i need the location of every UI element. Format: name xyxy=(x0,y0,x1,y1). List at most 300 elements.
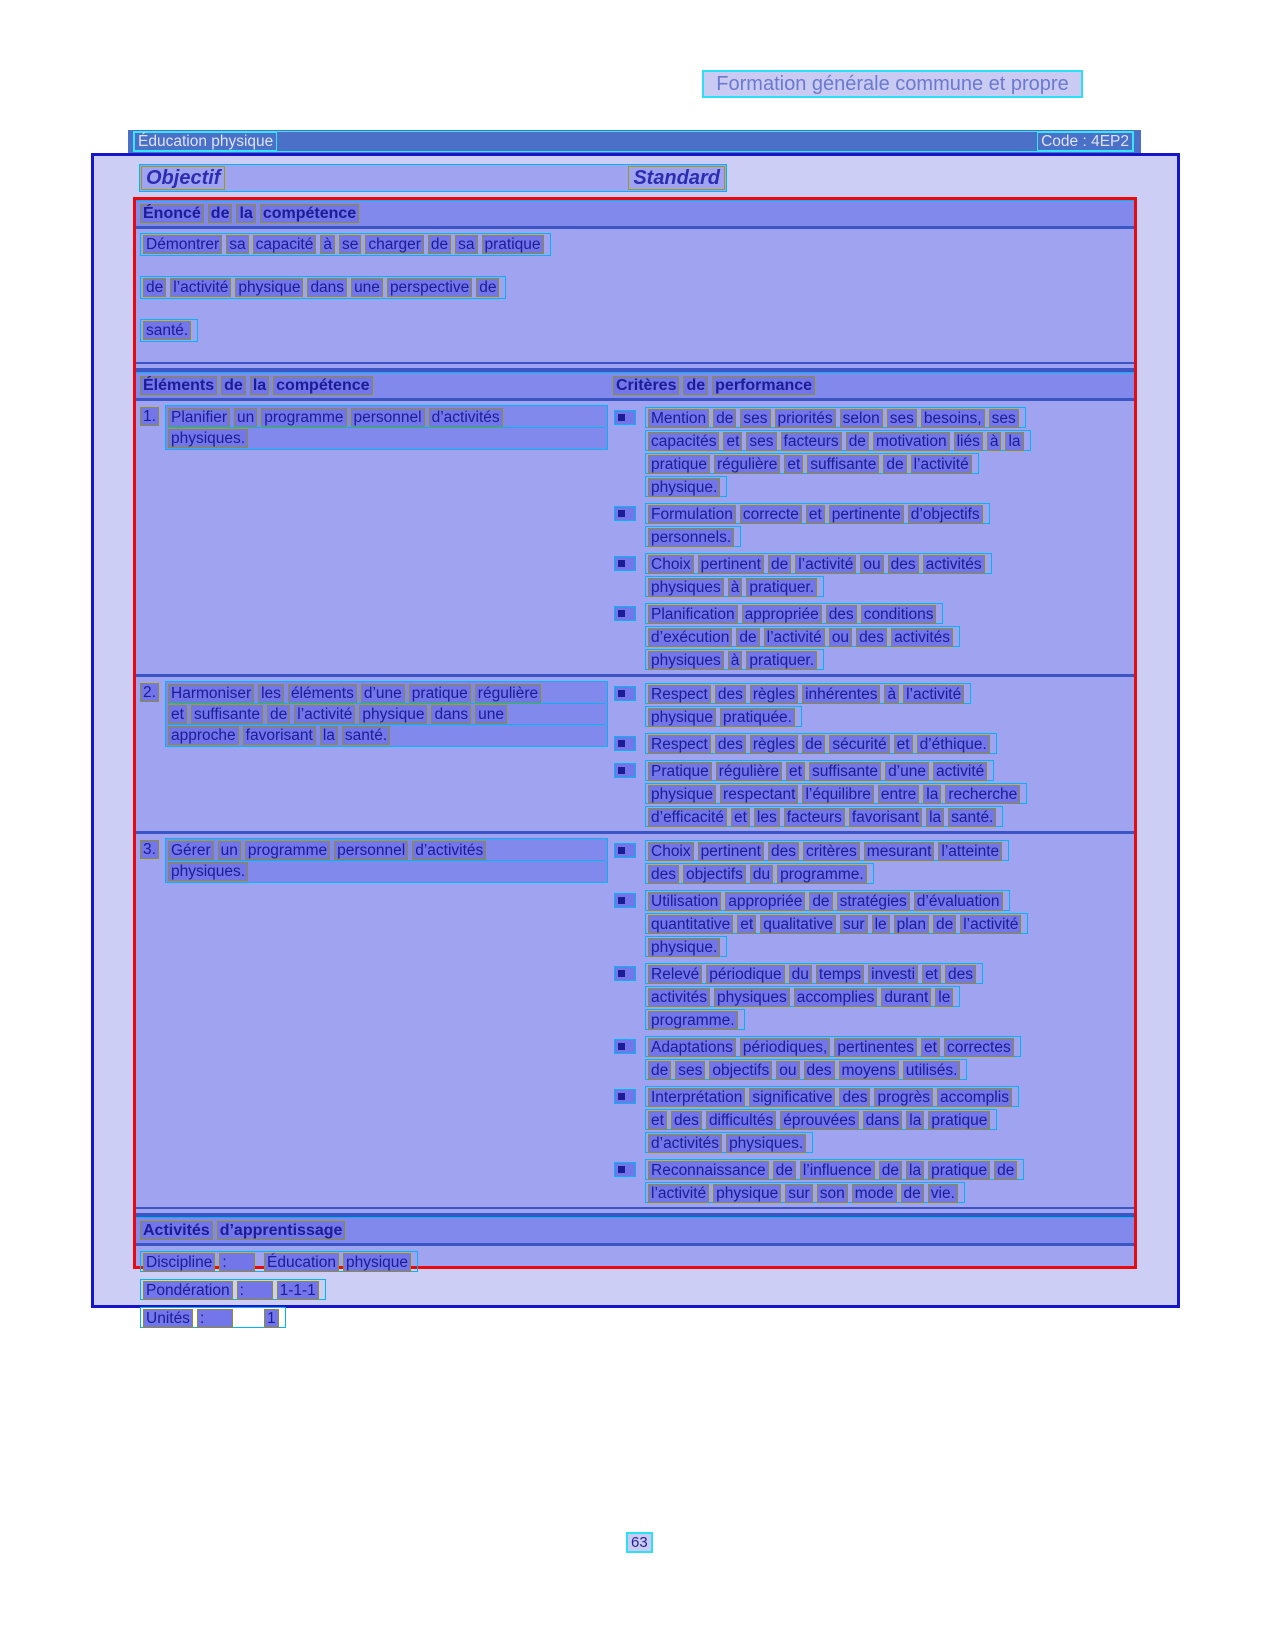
text-line xyxy=(140,1307,286,1328)
bullet-icon xyxy=(614,1162,636,1177)
ocr-word: de xyxy=(736,628,759,647)
competence-table xyxy=(136,401,1134,1207)
ocr-word: sa xyxy=(226,235,248,254)
course-sheet-frame xyxy=(91,153,1180,1327)
bullet-icon xyxy=(614,843,636,858)
ocr-word: ses xyxy=(740,409,770,428)
learning-activities-fields xyxy=(136,1246,1134,1330)
ocr-word: la xyxy=(906,1111,924,1130)
ocr-word: à xyxy=(987,432,1002,451)
criterion-text xyxy=(645,890,1028,959)
ocr-word: ses xyxy=(675,1061,705,1080)
competence-statement xyxy=(136,229,1134,362)
ocr-word: des xyxy=(945,965,976,984)
ocr-word: ou xyxy=(776,1061,799,1080)
criterion xyxy=(614,407,1134,499)
ocr-word: la xyxy=(250,376,269,395)
ocr-word: le xyxy=(935,988,953,1007)
ocr-word: d’activités xyxy=(412,841,486,860)
field-value xyxy=(264,1253,415,1270)
ocr-word: pratiquer. xyxy=(746,578,817,597)
text-line xyxy=(168,407,605,428)
element-cell xyxy=(136,681,614,829)
criterion xyxy=(614,733,1134,756)
ocr-word: se xyxy=(339,235,361,254)
ocr-word: de xyxy=(809,892,832,911)
ocr-word: d’efficacité xyxy=(648,808,727,827)
ocr-word: de xyxy=(648,1061,671,1080)
ocr-word: physique xyxy=(343,1253,411,1272)
field-row xyxy=(140,1251,1134,1274)
text-line xyxy=(645,476,727,497)
ocr-word: motivation xyxy=(873,432,950,451)
ocr-word: conditions xyxy=(861,605,937,624)
ocr-word: le xyxy=(872,915,890,934)
ocr-word: dans xyxy=(307,278,347,297)
ocr-word: 1 xyxy=(264,1309,279,1328)
ocr-word: sa xyxy=(455,235,477,254)
field-label xyxy=(143,1253,264,1272)
ocr-word: stratégies xyxy=(837,892,910,911)
ocr-word: facteurs xyxy=(781,432,842,451)
objectif-label: Objectif xyxy=(141,166,225,190)
criterion xyxy=(614,683,1134,729)
ocr-word: objectifs xyxy=(709,1061,772,1080)
criterion xyxy=(614,553,1134,599)
ocr-word: l’activité xyxy=(903,685,964,704)
text-line xyxy=(168,704,605,725)
ocr-word: selon xyxy=(840,409,883,428)
ocr-word: ou xyxy=(860,555,883,574)
ocr-word: la xyxy=(320,726,338,745)
element-cell xyxy=(136,838,614,1205)
text-line xyxy=(645,526,741,547)
ocr-word: d’apprentissage xyxy=(217,1221,346,1240)
ocr-word: santé. xyxy=(948,808,996,827)
ocr-word: les xyxy=(754,808,780,827)
field-separator: : xyxy=(237,1281,273,1300)
text-line xyxy=(645,1009,745,1030)
ocr-word: de xyxy=(713,409,736,428)
ocr-word: Choix xyxy=(648,555,694,574)
criterion-text xyxy=(645,963,983,1032)
ocr-word: sécurité xyxy=(829,735,889,754)
ocr-word: physique. xyxy=(648,938,720,957)
ocr-word: dans xyxy=(431,705,471,724)
ocr-word: l’activité xyxy=(294,705,355,724)
ocr-word: significative xyxy=(749,1088,835,1107)
ocr-word: compétence xyxy=(273,376,372,395)
ocr-word: Choix xyxy=(648,842,694,861)
ocr-word: l’activité xyxy=(960,915,1021,934)
ocr-word: de xyxy=(143,278,166,297)
ocr-word: et xyxy=(786,762,805,781)
criteria-cell xyxy=(614,681,1134,829)
ocr-word: Éléments xyxy=(140,376,217,395)
ocr-word: performance xyxy=(712,376,815,395)
text-line xyxy=(645,576,824,597)
standard-label: Standard xyxy=(628,166,725,190)
ocr-word: priorités xyxy=(775,409,836,428)
bullet-icon xyxy=(614,686,636,701)
ocr-word: charger xyxy=(365,235,424,254)
ocr-word: l’activité xyxy=(795,555,856,574)
ocr-word: à xyxy=(320,235,335,254)
ocr-word: Planification xyxy=(648,605,738,624)
bullet-icon xyxy=(614,556,636,571)
ocr-word: des xyxy=(768,842,799,861)
text-line xyxy=(140,276,506,299)
element-number: 3. xyxy=(140,840,159,859)
field-separator: : xyxy=(219,1253,255,1272)
ocr-word: correcte xyxy=(740,505,802,524)
ocr-word: capacités xyxy=(648,432,719,451)
ocr-word: personnel xyxy=(334,841,408,860)
ocr-word: inhérentes xyxy=(802,685,880,704)
ocr-word: physiques xyxy=(648,578,724,597)
ocr-word: pratique xyxy=(409,684,471,703)
criterion xyxy=(614,1086,1134,1155)
ocr-word: d’évaluation xyxy=(914,892,1003,911)
ocr-word: suffisante xyxy=(809,762,881,781)
ocr-word: de xyxy=(933,915,956,934)
ocr-word: facteurs xyxy=(784,808,845,827)
bullet-icon xyxy=(614,736,636,751)
ocr-word: programme xyxy=(245,841,330,860)
ocr-word: et xyxy=(921,1038,940,1057)
ocr-word: physique xyxy=(648,785,716,804)
ocr-word: plan xyxy=(894,915,929,934)
ocr-word: et xyxy=(168,705,187,724)
text-line xyxy=(168,861,605,881)
ocr-word: favorisant xyxy=(243,726,316,745)
ocr-word: des xyxy=(804,1061,835,1080)
ocr-word: objectifs xyxy=(683,865,746,884)
ocr-word: santé. xyxy=(342,726,390,745)
ocr-word: de xyxy=(428,235,451,254)
ocr-word: physique. xyxy=(648,478,720,497)
text-line xyxy=(645,806,1003,827)
field-label xyxy=(143,1309,264,1328)
ocr-word: pratique xyxy=(648,455,710,474)
ocr-word: Adaptations xyxy=(648,1038,736,1057)
bullet-icon xyxy=(614,410,636,425)
ocr-word: règles xyxy=(750,735,798,754)
ocr-word: mesurant xyxy=(864,842,935,861)
ocr-word: activités xyxy=(648,988,710,1007)
ocr-word: de xyxy=(802,735,825,754)
element-text-block xyxy=(165,405,608,450)
criterion xyxy=(614,1036,1134,1082)
ocr-word: règles xyxy=(750,685,798,704)
ocr-word: de xyxy=(768,555,791,574)
ocr-word: des xyxy=(856,628,887,647)
ocr-word: Planifier xyxy=(168,408,230,427)
ocr-word: la xyxy=(906,1161,924,1180)
ocr-word: physiques xyxy=(714,988,790,1007)
text-line xyxy=(168,840,605,861)
ocr-word: qualitative xyxy=(760,915,836,934)
ocr-word: physiques. xyxy=(726,1134,806,1153)
ocr-word: l’activité xyxy=(764,628,825,647)
ocr-word: Respect xyxy=(648,685,711,704)
ocr-word: sur xyxy=(840,915,868,934)
text-line xyxy=(140,319,198,342)
ocr-word: temps xyxy=(816,965,864,984)
ocr-word: investi xyxy=(868,965,918,984)
ocr-word: physiques. xyxy=(168,862,248,881)
ocr-word: pertinente xyxy=(829,505,904,524)
ocr-word: pratique xyxy=(928,1111,990,1130)
ocr-word: pratiquée. xyxy=(720,708,795,727)
ocr-word: liés xyxy=(954,432,983,451)
ocr-word: et xyxy=(806,505,825,524)
ocr-word: Relevé xyxy=(648,965,702,984)
ocr-word: correctes xyxy=(944,1038,1014,1057)
ocr-word: éprouvées xyxy=(780,1111,858,1130)
ocr-word: des xyxy=(715,685,746,704)
ocr-word: critères xyxy=(803,842,860,861)
ocr-word: une xyxy=(475,705,507,724)
ocr-word: respectant xyxy=(720,785,798,804)
ocr-word: d’éthique. xyxy=(917,735,990,754)
field-value xyxy=(277,1281,323,1298)
text-line xyxy=(645,760,994,781)
ocr-word: physiques. xyxy=(168,429,248,448)
ocr-word: périodique xyxy=(706,965,784,984)
ocr-word: besoins, xyxy=(921,409,985,428)
ocr-word: Harmoniser xyxy=(168,684,254,703)
section-divider xyxy=(136,1207,1134,1217)
ocr-word: la xyxy=(1005,432,1023,451)
text-line xyxy=(645,1059,967,1080)
text-line xyxy=(645,1109,997,1130)
ocr-word: compétence xyxy=(260,204,359,223)
ocr-word: dans xyxy=(863,1111,903,1130)
ocr-word: difficultés xyxy=(706,1111,776,1130)
ocr-word: et xyxy=(894,735,913,754)
text-line xyxy=(645,430,1031,451)
ocr-word: une xyxy=(351,278,383,297)
ocr-word: Démontrer xyxy=(143,235,222,254)
element-text-block xyxy=(165,681,608,747)
element-cell xyxy=(136,405,614,672)
criterion-text xyxy=(645,1159,1024,1205)
criterion xyxy=(614,890,1134,959)
ocr-word: suffisante xyxy=(191,705,263,724)
ocr-word: Pratique xyxy=(648,762,712,781)
text-line xyxy=(645,1036,1021,1057)
ocr-word: des xyxy=(888,555,919,574)
ocr-word: d’une xyxy=(885,762,929,781)
text-line xyxy=(645,1159,1024,1180)
document-series-title: Formation générale commune et propre xyxy=(702,70,1083,98)
ocr-word: et xyxy=(731,808,750,827)
text-line xyxy=(645,626,960,647)
ocr-word: ou xyxy=(829,628,852,647)
ocr-word: d’une xyxy=(361,684,405,703)
criterion-text xyxy=(645,733,997,756)
ocr-word: des xyxy=(715,735,746,754)
ocr-word: approche xyxy=(168,726,239,745)
ocr-word: de xyxy=(683,376,708,395)
ocr-word: de xyxy=(221,376,246,395)
ocr-word: accomplies xyxy=(794,988,878,1007)
ocr-word: vie. xyxy=(928,1184,958,1203)
enonce-section-header xyxy=(136,200,1134,229)
ocr-word: et xyxy=(922,965,941,984)
ocr-word: ses xyxy=(887,409,917,428)
element-text-block xyxy=(165,838,608,883)
section-divider xyxy=(136,362,1134,372)
text-line xyxy=(645,936,727,957)
criteria-cell xyxy=(614,838,1134,1205)
ocr-word: et xyxy=(648,1111,667,1130)
ocr-word: à xyxy=(728,651,743,670)
text-line xyxy=(645,553,992,574)
ocr-word: régulière xyxy=(716,762,782,781)
page-number: 63 xyxy=(626,1532,653,1553)
ocr-word: activité xyxy=(933,762,987,781)
ocr-word: physique xyxy=(713,1184,781,1203)
ocr-word: et xyxy=(784,455,803,474)
field-row xyxy=(140,1307,1134,1330)
text-line xyxy=(645,890,1010,911)
ocr-word: progrès xyxy=(874,1088,933,1107)
text-line xyxy=(645,683,971,704)
competence-frame xyxy=(133,197,1137,1327)
bullet-icon xyxy=(614,606,636,621)
ocr-word: les xyxy=(258,684,284,703)
ocr-word: régulière xyxy=(714,455,780,474)
ocr-word: des xyxy=(839,1088,870,1107)
criterion-text xyxy=(645,1036,1021,1082)
criterion-text xyxy=(645,407,1031,499)
objectif-standard-row xyxy=(139,164,727,192)
ocr-word: personnels. xyxy=(648,528,734,547)
ocr-word: ses xyxy=(746,432,776,451)
ocr-word: durant xyxy=(881,988,931,1007)
ocr-word: suffisante xyxy=(807,455,879,474)
text-line xyxy=(168,725,605,745)
ocr-word: Interprétation xyxy=(648,1088,745,1107)
ocr-word: pertinentes xyxy=(834,1038,917,1057)
ocr-word: appropriée xyxy=(742,605,822,624)
criterion-text xyxy=(645,840,1009,886)
criterion xyxy=(614,603,1134,672)
field-value xyxy=(264,1309,283,1326)
ocr-word: de xyxy=(267,705,290,724)
ocr-word: la xyxy=(923,785,941,804)
ocr-word: éléments xyxy=(288,684,357,703)
ocr-word: Utilisation xyxy=(648,892,721,911)
ocr-word: périodiques, xyxy=(740,1038,830,1057)
text-line xyxy=(645,863,874,884)
ocr-word: de xyxy=(476,278,499,297)
ocr-word: de xyxy=(883,455,906,474)
ocr-word: d’objectifs xyxy=(908,505,983,524)
text-line xyxy=(140,233,551,256)
ocr-word: Mention xyxy=(648,409,709,428)
ocr-word: Critères xyxy=(613,376,679,395)
ocr-word: personnel xyxy=(351,408,425,427)
criterion-text xyxy=(645,553,992,599)
criterion-text xyxy=(645,760,1027,829)
element-number: 1. xyxy=(140,407,159,426)
ocr-word: pratique xyxy=(928,1161,990,1180)
ocr-word: de xyxy=(901,1184,924,1203)
ocr-word: Discipline xyxy=(143,1253,215,1272)
field-label xyxy=(143,1281,277,1300)
text-line xyxy=(645,963,983,984)
ocr-word: capacité xyxy=(253,235,317,254)
course-header-line-box xyxy=(133,131,1134,152)
field-row xyxy=(140,1279,1134,1302)
table-row xyxy=(136,834,1134,1207)
ocr-word: d’activités xyxy=(429,408,503,427)
text-line xyxy=(645,503,990,524)
ocr-word: du xyxy=(750,865,773,884)
ocr-word: l’activité xyxy=(648,1184,709,1203)
text-line xyxy=(645,1182,965,1203)
activities-section-header xyxy=(136,1217,1134,1246)
ocr-word: physiques xyxy=(648,651,724,670)
criteres-column-header xyxy=(613,376,819,395)
table-header-band xyxy=(136,372,1134,401)
text-line xyxy=(140,1279,326,1300)
bullet-icon xyxy=(614,893,636,908)
ocr-word: l’activité xyxy=(170,278,231,297)
text-line xyxy=(645,453,979,474)
ocr-word: du xyxy=(789,965,812,984)
criterion-text xyxy=(645,683,971,729)
ocr-word: de xyxy=(846,432,869,451)
element-number: 2. xyxy=(140,683,159,702)
ocr-word: Unités xyxy=(143,1309,193,1328)
ocr-word: quantitative xyxy=(648,915,733,934)
criterion xyxy=(614,760,1134,829)
ocr-word: ses xyxy=(989,409,1019,428)
criterion xyxy=(614,963,1134,1032)
ocr-word: Pondération xyxy=(143,1281,233,1300)
ocr-word: activités xyxy=(891,628,953,647)
ocr-word: utilisés. xyxy=(903,1061,961,1080)
criterion-text xyxy=(645,1086,1019,1155)
ocr-word: son xyxy=(817,1184,848,1203)
criterion xyxy=(614,503,1134,549)
criteria-cell xyxy=(614,405,1134,672)
bullet-icon xyxy=(614,763,636,778)
ocr-word: Éducation xyxy=(264,1253,339,1272)
ocr-word: la xyxy=(236,204,255,223)
ocr-word: d’activités xyxy=(648,1134,722,1153)
ocr-word: pertinent xyxy=(698,842,764,861)
ocr-word: l’activité xyxy=(911,455,972,474)
text-line xyxy=(645,986,960,1007)
ocr-word: pratique xyxy=(482,235,544,254)
ocr-word: pratiquer. xyxy=(746,651,817,670)
ocr-word: l’influence xyxy=(800,1161,875,1180)
ocr-word: régulière xyxy=(475,684,541,703)
ocr-word: de xyxy=(879,1161,902,1180)
ocr-word: Gérer xyxy=(168,841,214,860)
ocr-word: Reconnaissance xyxy=(648,1161,769,1180)
ocr-word: recherche xyxy=(945,785,1020,804)
ocr-word: Formulation xyxy=(648,505,736,524)
bullet-icon xyxy=(614,1039,636,1054)
ocr-word: sur xyxy=(785,1184,813,1203)
text-line xyxy=(645,649,824,670)
